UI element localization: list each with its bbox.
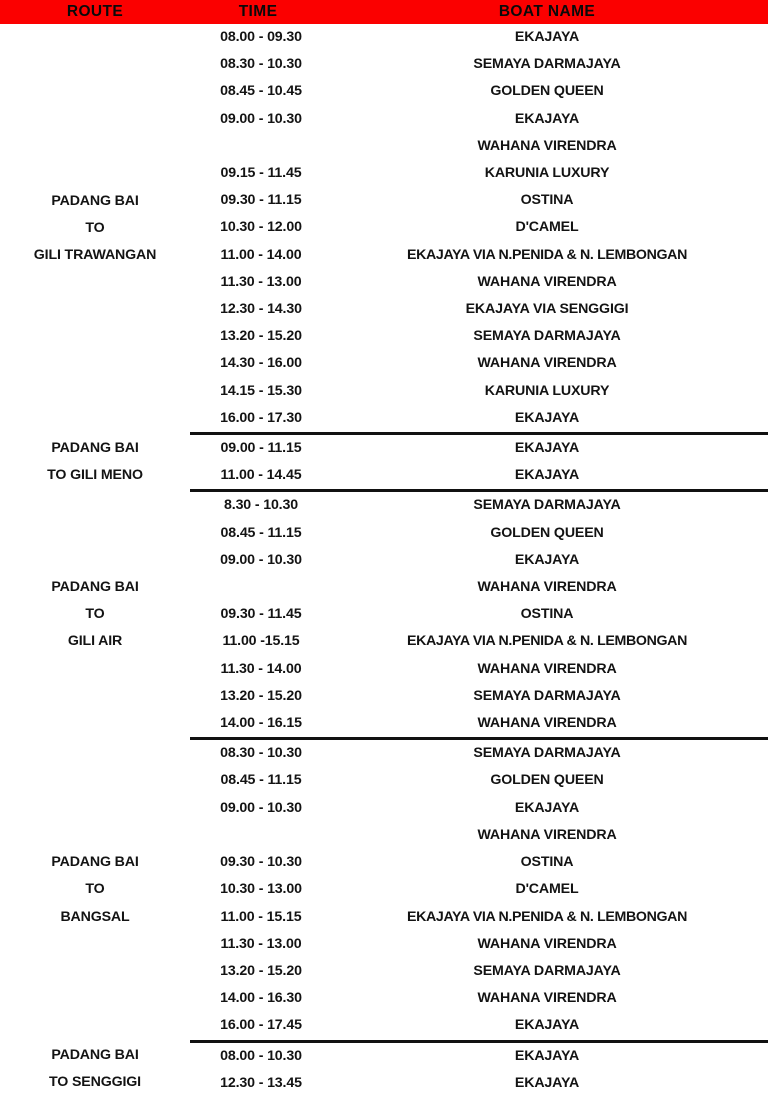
boat-name: OSTINA (520, 606, 574, 623)
boat-name: SEMAYA DARMAJAYA (473, 962, 621, 979)
column-header-time: TIME (238, 3, 278, 20)
boat-name: SEMAYA DARMAJAYA (473, 497, 621, 514)
boat-name: EKAJAYA (326, 405, 768, 434)
departure-time: 10.30 - 12.00 (220, 219, 302, 236)
boat-name: EKAJAYA VIA N.PENIDA & N. LEMBONGAN (407, 633, 687, 650)
boat-name: SEMAYA DARMAJAYA (473, 687, 621, 704)
departure-time: 13.20 - 15.20 (220, 962, 302, 979)
column-header-route: ROUTE (66, 3, 124, 20)
departure-time: 08.45 - 11.15 (220, 524, 302, 541)
departure-time (190, 574, 326, 601)
table-row (0, 739, 768, 768)
departure-time (190, 133, 326, 160)
departure-time: 08.45 - 11.15 (220, 772, 302, 789)
boat-name: GOLDEN QUEEN (490, 524, 604, 541)
table-body (0, 24, 768, 1097)
column-header-boat-name: BOAT NAME (498, 3, 596, 20)
departure-time: 11.30 - 14.00 (220, 660, 302, 677)
departure-time: 09.30 - 11.15 (220, 192, 302, 209)
boat-name: EKAJAYA (326, 1012, 768, 1041)
departure-time: 09.00 - 10.30 (220, 551, 302, 568)
departure-time: 11.00 - 15.15 (220, 908, 302, 925)
departure-time: 11.00 -15.15 (222, 633, 300, 650)
route-label (0, 24, 190, 434)
route-label-line: GILI AIR (67, 633, 123, 650)
departure-time: 09.00 - 10.30 (220, 799, 302, 816)
boat-name: WAHANA VIRENDRA (477, 273, 617, 290)
departure-time: 11.00 - 14.00 (220, 246, 302, 263)
route-label-line: TO (85, 220, 105, 237)
boat-name: EKAJAYA (514, 29, 580, 45)
route-label-line: TO (85, 881, 105, 898)
departure-time: 13.20 - 15.20 (220, 328, 302, 345)
route-label-line: PADANG BAI (51, 192, 139, 209)
boat-name: EKAJAYA (514, 440, 580, 457)
route-label-line: PADANG BAI (51, 854, 139, 871)
departure-time: 08.00 - 10.30 (220, 1047, 302, 1064)
route-label-line: PADANG BAI (51, 1046, 139, 1063)
departure-time: 12.30 - 14.30 (220, 301, 302, 318)
departure-time: 08.30 - 10.30 (220, 745, 302, 762)
route-label-line: PADANG BAI (51, 579, 139, 596)
boat-name: WAHANA VIRENDRA (326, 710, 768, 739)
boat-name: KARUNIA LUXURY (484, 382, 610, 399)
boat-name: GOLDEN QUEEN (490, 83, 604, 100)
route-label (0, 434, 190, 491)
boat-name: WAHANA VIRENDRA (477, 355, 617, 372)
boat-name: EKAJAYA (514, 110, 580, 127)
departure-time: 14.30 - 16.00 (220, 355, 302, 372)
route-label (0, 491, 190, 739)
departure-time: 14.00 - 16.30 (220, 990, 302, 1007)
departure-time: 11.00 - 14.45 (190, 462, 326, 491)
boat-name: WAHANA VIRENDRA (477, 579, 617, 596)
boat-name: EKAJAYA VIA SENGGIGI (465, 301, 629, 318)
boat-name: KARUNIA LUXURY (484, 165, 610, 182)
departure-time: 09.00 - 11.15 (220, 440, 302, 457)
boat-name: SEMAYA DARMAJAYA (473, 745, 621, 762)
boat-name: WAHANA VIRENDRA (477, 660, 617, 677)
table-row (0, 24, 768, 51)
boat-name: D'CAMEL (515, 881, 579, 898)
departure-time: 16.00 - 17.30 (190, 405, 326, 434)
boat-name: EKAJAYA (514, 551, 580, 568)
route-label (0, 1041, 190, 1097)
boat-name: WAHANA VIRENDRA (477, 826, 617, 843)
departure-time: 14.00 - 16.15 (190, 710, 326, 739)
boat-name: WAHANA VIRENDRA (477, 990, 617, 1007)
route-label (0, 739, 190, 1041)
table-header (0, 0, 768, 24)
boat-name: SEMAYA DARMAJAYA (473, 56, 621, 73)
boat-name: D'CAMEL (515, 219, 579, 236)
table-header-row (0, 0, 768, 24)
boat-name: WAHANA VIRENDRA (477, 137, 617, 154)
departure-time: 08.45 - 10.45 (220, 83, 302, 100)
boat-name: WAHANA VIRENDRA (477, 935, 617, 952)
departure-time: 8.30 - 10.30 (224, 497, 298, 514)
departure-time: 09.30 - 11.45 (220, 606, 302, 623)
boat-name: OSTINA (520, 854, 574, 871)
departure-time: 08.30 - 10.30 (220, 56, 302, 73)
departure-time: 14.15 - 15.30 (220, 382, 302, 399)
boat-name: EKAJAYA (326, 462, 768, 491)
route-label-line: BANGSAL (60, 908, 130, 925)
route-label-line: TO GILI MENO (47, 467, 143, 484)
departure-time: 09.30 - 10.30 (220, 854, 302, 871)
boat-name: SEMAYA DARMAJAYA (473, 328, 621, 345)
boat-name: EKAJAYA VIA N.PENIDA & N. LEMBONGAN (407, 908, 687, 925)
departure-time: 09.00 - 10.30 (220, 110, 302, 127)
boat-name: EKAJAYA (514, 799, 580, 816)
table-row (0, 491, 768, 520)
departure-time: 09.15 - 11.45 (220, 165, 302, 182)
departure-time: 13.20 - 15.20 (220, 687, 302, 704)
route-label-line: TO SENGGIGI (49, 1073, 141, 1090)
departure-time: 11.30 - 13.00 (220, 935, 302, 952)
departure-time (190, 822, 326, 849)
boat-name: GOLDEN QUEEN (490, 772, 604, 789)
departure-time: 08.00 - 09.30 (220, 29, 302, 45)
boat-name: EKAJAYA (514, 1074, 580, 1091)
table-row (0, 1041, 768, 1070)
route-label-line: GILI TRAWANGAN (33, 247, 157, 264)
departure-time: 12.30 - 13.45 (220, 1074, 302, 1091)
route-label-line: PADANG BAI (51, 440, 139, 457)
boat-name: EKAJAYA VIA N.PENIDA & N. LEMBONGAN (407, 246, 687, 263)
boat-name: OSTINA (520, 192, 574, 209)
boat-name: EKAJAYA (514, 1047, 580, 1064)
departure-time: 16.00 - 17.45 (190, 1012, 326, 1041)
route-label-line: TO (85, 606, 105, 623)
departure-time: 11.30 - 13.00 (220, 273, 302, 290)
table-row (0, 434, 768, 463)
departure-time: 10.30 - 13.00 (220, 881, 302, 898)
